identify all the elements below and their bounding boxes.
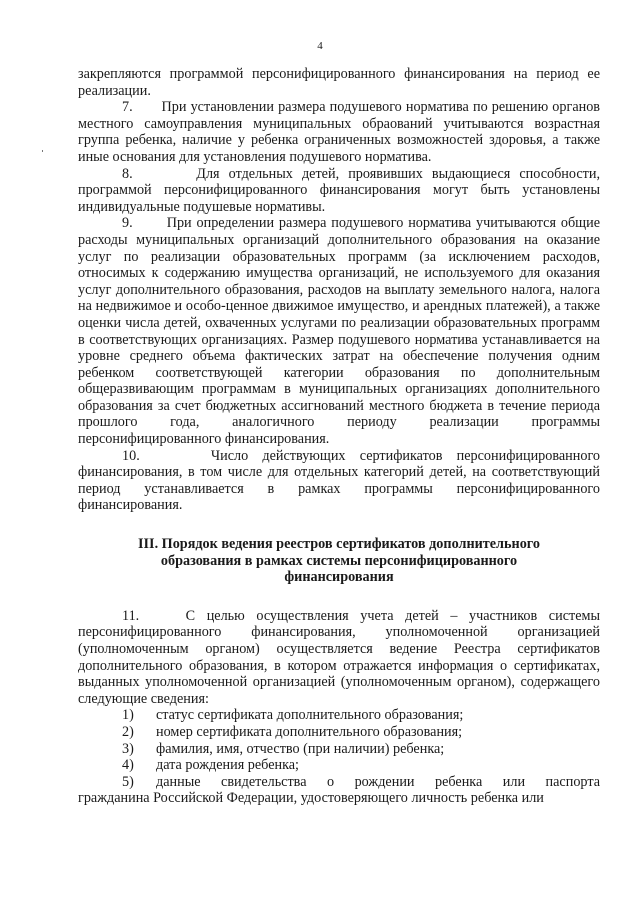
list-item <box>78 774 600 791</box>
list-item-text: фамилия, имя, отчество (при наличии) ребенка; <box>156 740 445 757</box>
list-item-number: 1) <box>122 707 134 724</box>
section-heading: III. Порядок ведения реестров сертификатов дополнительного образования в рамках системы персонифицированного финансирования <box>138 536 540 586</box>
list-item-number: 5) <box>122 773 134 790</box>
paragraph-11: 11. С целью осуществления учета детей – участников системы персонифицированного финансирования, уполномоченной организацией (уполномоченным органом) осуществляется ведение Реестра сертификатов дополнительного образования, в котором отражается информация о сертификатах, выданных уполномоченной организацией (уполномоченным органом), содержащего следующие сведения: <box>78 607 600 707</box>
paragraph-10: 10. Число действующих сертификатов персонифицированного финансирования, в том числе для отдельных категорий детей, на соответствующий период устанавливается в рамках программы персонифицированного финансирования. <box>78 447 600 514</box>
list-item-continuation: гражданина Российской Федерации, удостоверяющего личность ребенка или <box>78 790 544 807</box>
list-item-text: данные свидетельства о рождении ребенка или паспорта <box>156 773 600 790</box>
list-item-text: дата рождения ребенка; <box>156 757 300 774</box>
list-item-number: 2) <box>122 723 134 740</box>
list-item <box>78 707 600 724</box>
list-item <box>78 757 600 774</box>
list-item <box>78 741 600 758</box>
paragraph-7: 7. При установлении размера подушевого норматива по решению органов местного самоуправления муниципальных обраований учитываются возрастная группа ребенка, наличие у ребенка ограниченных возможностей здоровья, а также иные основания для установления подушевого норматива. <box>78 99 600 165</box>
scan-mark <box>42 150 43 152</box>
document-body <box>78 66 600 807</box>
paragraph-6-continuation: закрепляются программой персонифицированного финансирования на период ее реализации. <box>78 66 600 99</box>
list-item-text: номер сертификата дополнительного образования; <box>156 723 463 740</box>
list-item-number: 3) <box>122 740 134 757</box>
list-item-text: статус сертификата дополнительного образования; <box>156 707 464 724</box>
paragraph-8: 8. Для отдельных детей, проявивших выдающиеся способности, программой персонифицированного финансирования могут быть установлены индивидуальные подушевые нормативы. <box>78 165 600 215</box>
page-number: 4 <box>317 40 323 52</box>
paragraph-9: 9. При определении размера подушевого норматива учитываются общие расходы муниципальных организаций дополнительного образования на оказание услуг по реализации образовательных программ (за исключением расходов, относимых к содержанию имущества организаций, не используемого для оказания услуг дополнительного образования, расходов на выплату земельного налога, налога на недвижимое и особо-ценное движимое имущество, и арендных платежей), а также оценки числа детей, охваченных услугами по реализации образовательных программ в соответствующих организациях. Размер подушевого норматива устанавливается на уровне среднего объема фактических затрат на обеспечение получения одним ребенком соответствующей категории образования по дополнительным общеразвивающим программам в муниципальных организациях дополнительного образования за счет бюджетных ассигнований местного бюджета в течение периода прошлого года, аналогичного периоду реализации программы персонифицированного финансирования. <box>78 215 600 448</box>
list-item <box>78 724 600 741</box>
list-item-number: 4) <box>122 757 134 774</box>
